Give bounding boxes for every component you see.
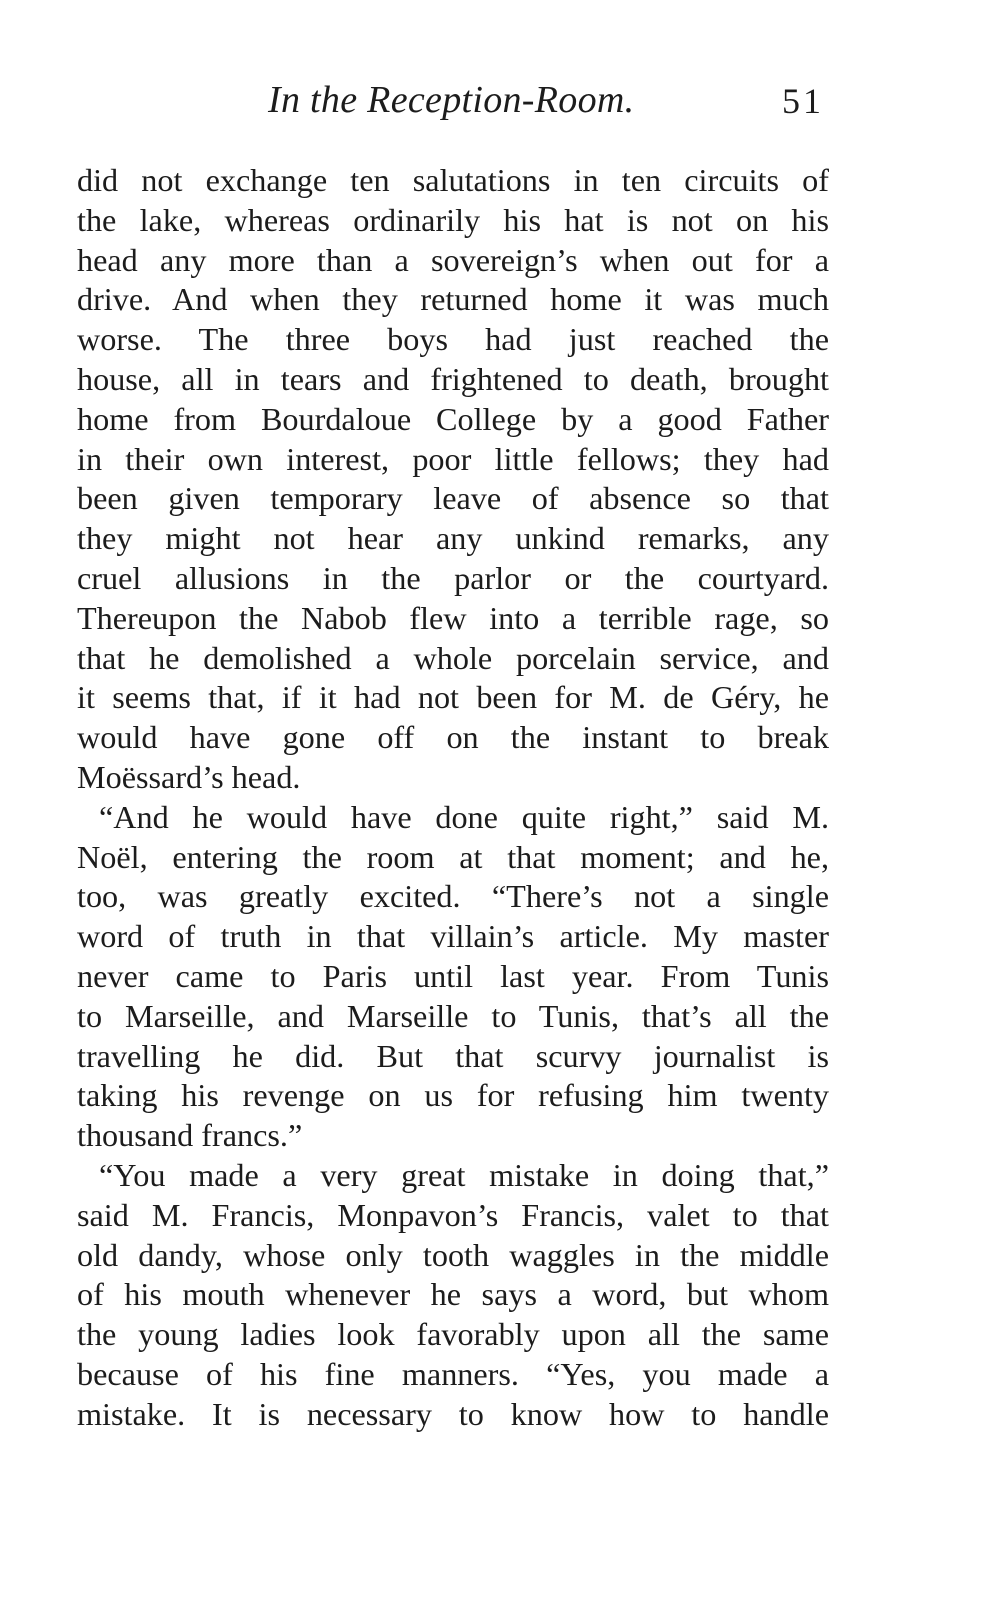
text-line: drive. And when they returned home it was much bbox=[77, 281, 829, 318]
paragraph-end-line: thousand francs.” bbox=[77, 1117, 303, 1154]
text-line: mistake. It is necessary to know how to handle bbox=[77, 1395, 829, 1432]
text-line: of his mouth whenever he says a word, but whom bbox=[77, 1276, 829, 1313]
text-line: house, all in tears and frightened to death, brought bbox=[77, 360, 829, 397]
text-line: in their own interest, poor little fellows; they had bbox=[77, 440, 829, 477]
text-line: been given temporary leave of absence so that bbox=[77, 480, 829, 517]
text-line: word of truth in that villain’s article. My master bbox=[77, 918, 829, 955]
text-line: travelling he did. But that scurvy journalist is bbox=[77, 1037, 829, 1074]
text-line: head any more than a sovereign’s when out for a bbox=[77, 241, 829, 278]
text-line: too, was greatly excited. “There’s not a single bbox=[77, 878, 829, 915]
text-line: taking his revenge on us for refusing him twenty bbox=[77, 1077, 829, 1114]
text-line: did not exchange ten salutations in ten circuits of bbox=[77, 162, 829, 198]
running-title: In the Reception-Room. bbox=[268, 79, 635, 121]
text-line: Thereupon the Nabob flew into a terrible rage, so bbox=[77, 599, 829, 636]
paragraph-end-line: Moëssard’s head. bbox=[77, 758, 301, 795]
text-line: old dandy, whose only tooth waggles in the middle bbox=[77, 1236, 829, 1273]
text-line: the young ladies look favorably upon all the same bbox=[77, 1316, 829, 1353]
text-line: never came to Paris until last year. From Tunis bbox=[77, 957, 829, 994]
text-line: the lake, whereas ordinarily his hat is not on his bbox=[77, 201, 829, 238]
text-line: because of his fine manners. “Yes, you made a bbox=[77, 1355, 829, 1392]
text-line: to Marseille, and Marseille to Tunis, that’s all the bbox=[77, 997, 829, 1034]
text-line: they might not hear any unkind remarks, any bbox=[77, 520, 829, 557]
page-number: 51 bbox=[782, 81, 824, 121]
body-text bbox=[77, 161, 829, 1435]
text-line: would have gone off on the instant to break bbox=[77, 719, 829, 756]
text-line: said M. Francis, Monpavon’s Francis, valet to that bbox=[77, 1196, 829, 1233]
text-line: home from Bourdaloue College by a good Father bbox=[77, 400, 829, 437]
paragraph-start-line: “You made a very great mistake in doing that,” bbox=[99, 1156, 829, 1193]
text-line: worse. The three boys had just reached the bbox=[77, 321, 829, 358]
text-line: Noël, entering the room at that moment; and he, bbox=[77, 838, 829, 875]
text-line: that he demolished a whole porcelain service, and bbox=[77, 639, 829, 676]
running-header bbox=[0, 78, 1000, 128]
text-line: it seems that, if it had not been for M. de Géry, he bbox=[77, 679, 829, 716]
text-line: cruel allusions in the parlor or the courtyard. bbox=[77, 559, 829, 596]
paragraph-start-line: “And he would have done quite right,” said M. bbox=[99, 798, 829, 835]
